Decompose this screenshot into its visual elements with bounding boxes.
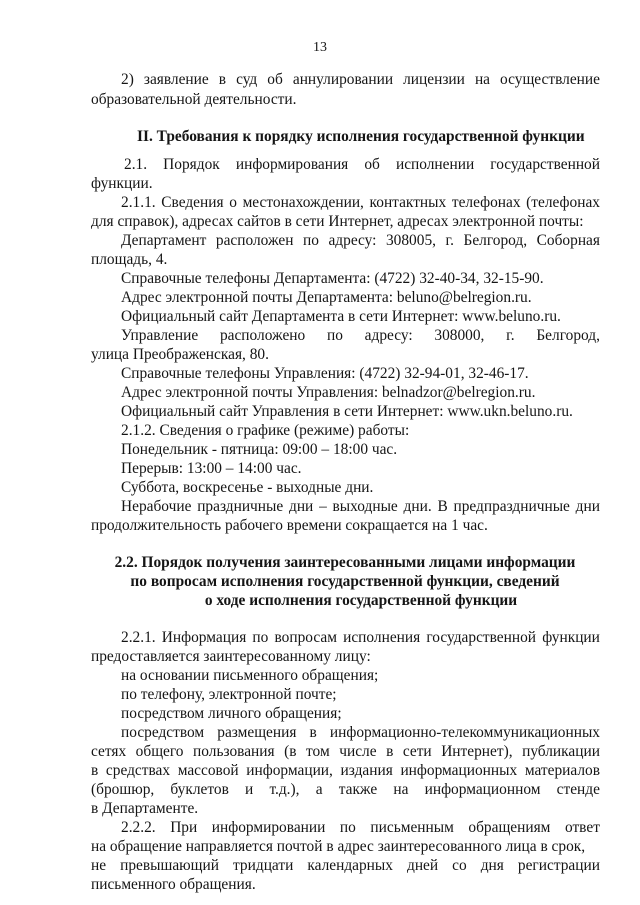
paragraph-line: Справочные телефоны Управления: (4722) 32-94-01, 32-46-17. xyxy=(121,365,529,382)
paragraph-line: 2) заявление в суд об аннулировании лицензии на осуществление xyxy=(121,71,600,88)
paragraph-line: сетях общего пользования (в том числе в сети Интернет), публикации xyxy=(91,743,600,760)
paragraph-line: 2.2.2. При информировании по письменным обращениям ответ xyxy=(121,819,600,836)
paragraph-line: Официальный сайт Управления в сети Интернет: www.ukn.beluno.ru. xyxy=(121,403,573,420)
section-heading: 2.2. Порядок получения заинтересованными лицами информации xyxy=(114,554,576,571)
paragraph-line: на обращение направляется почтой в адрес заинтересованного лица в срок, xyxy=(91,838,586,855)
paragraph-line: Официальный сайт Департамента в сети Интернет: www.beluno.ru. xyxy=(121,308,561,325)
section-heading: о ходе исполнения государственной функции xyxy=(204,592,518,609)
section-heading: по вопросам исполнения государственной функции, сведений xyxy=(130,573,560,590)
paragraph-line: Департамент расположен по адресу: 308005, г. Белгород, Соборная xyxy=(121,232,600,249)
list-item: посредством личного обращения; xyxy=(121,705,342,722)
paragraph-line: Справочные телефоны Департамента: (4722) 32-40-34, 32-15-90. xyxy=(121,270,544,287)
paragraph-line: 2.1. Порядок информирования об исполнении государственной xyxy=(124,156,600,173)
paragraph-line: 2.2.1. Информация по вопросам исполнения государственной функции xyxy=(121,629,600,646)
page-number: 13 xyxy=(313,40,327,55)
paragraph-line: продолжительность рабочего времени сокращается на 1 час. xyxy=(91,517,488,534)
list-item: посредством размещения в информационно-телекоммуникационных xyxy=(121,724,600,741)
paragraph-line: для справок), адресах сайтов в сети Интернет, адресах электронной почты: xyxy=(91,213,584,230)
paragraph-line: Перерыв: 13:00 – 14:00 час. xyxy=(121,460,302,477)
paragraph-line: Адрес электронной почты Управления: belnadzor@belregion.ru. xyxy=(121,384,536,401)
section-heading: II. Требования к порядку исполнения государственной функции xyxy=(137,128,585,145)
paragraph-line: 2.1.2. Сведения о графике (режиме) работы: xyxy=(121,422,410,439)
paragraph-line: улица Преображенская, 80. xyxy=(91,346,269,363)
paragraph-line: в Департаменте. xyxy=(91,800,199,817)
paragraph-line: Управление расположено по адресу: 308000, г. Белгород, xyxy=(121,327,600,344)
paragraph-line: письменного обращения. xyxy=(91,876,256,893)
paragraph-line: Суббота, воскресенье - выходные дни. xyxy=(121,479,374,496)
list-item: по телефону, электронной почте; xyxy=(121,686,337,703)
paragraph-line: Нерабочие праздничные дни – выходные дни. В предпраздничные дни xyxy=(121,498,600,515)
paragraph-line: 2.1.1. Сведения о местонахождении, контактных телефонах (телефонах xyxy=(121,194,600,211)
paragraph-line: (брошюр, буклетов и т.д.), а также на информационном стенде xyxy=(91,781,600,798)
paragraph-line: площадь, 4. xyxy=(91,251,168,268)
paragraph-line: в средствах массовой информации, издания информационных материалов xyxy=(91,762,600,779)
paragraph-line: Понедельник - пятница: 09:00 – 18:00 час. xyxy=(121,441,398,458)
paragraph-line: функции. xyxy=(91,175,153,192)
paragraph-line: Адрес электронной почты Департамента: beluno@belregion.ru. xyxy=(121,289,532,306)
paragraph-line: предоставляется заинтересованному лицу: xyxy=(91,648,371,665)
paragraph-line: не превышающий тридцати календарных дней со дня регистрации xyxy=(91,857,600,874)
list-item: на основании письменного обращения; xyxy=(121,667,379,684)
paragraph-line: образовательной деятельности. xyxy=(91,91,297,108)
